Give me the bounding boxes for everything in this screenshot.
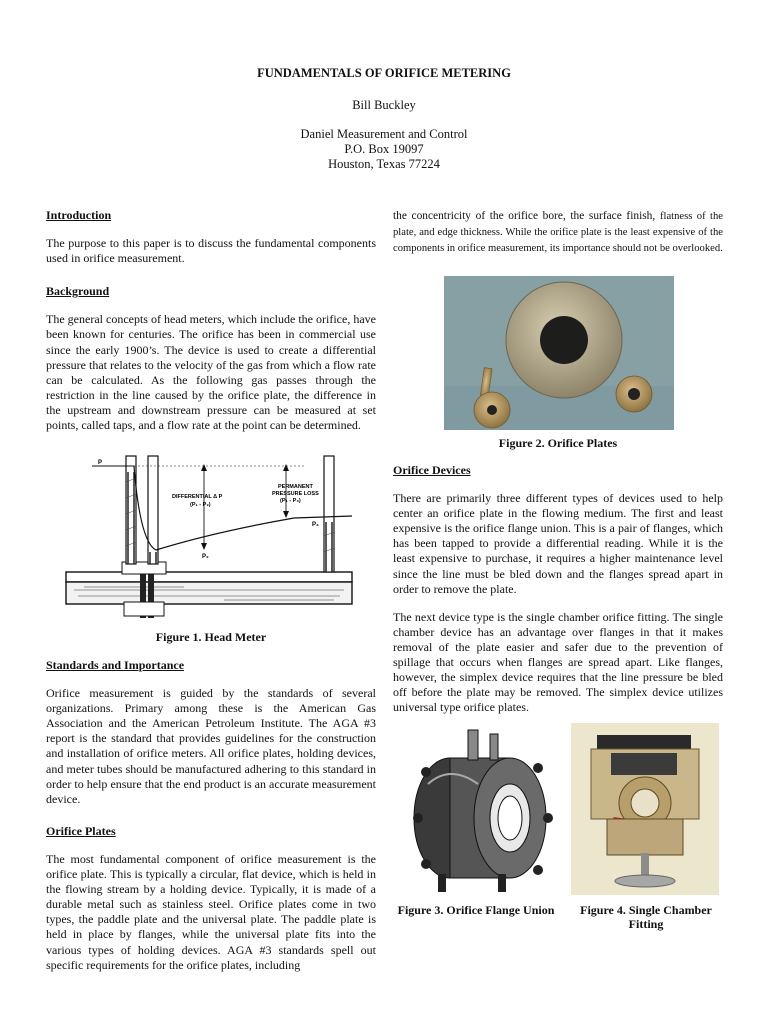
single-chamber-fitting-photo — [571, 723, 719, 895]
orifice-devices-heading: Orifice Devices — [393, 463, 471, 477]
label-pressure-loss: PRESSURE LOSS — [272, 491, 319, 497]
orifice-plates-continued — [393, 208, 723, 255]
orifice-plates-body: The most fundamental component of orifice measurement is the orifice plate. This is typically a circular, flat device, which is held in the flowing stream by a holding device. Typically, it is made of a durable metal such as stainless steel. Orifice plates come in two types, the paddle plate and the universal plate. The paddle plate is held in place by flanges, while the universal plate fits into the various types of holding devices. AGA #3 standards spell out specific requirements for the orifice plates, including — [46, 851, 376, 972]
affiliation-line-2: P.O. Box 19097 — [344, 142, 424, 156]
orifice-devices-body-2: The next device type is the single chamber orifice fitting. The single chamber device has an advantage over flanges in that it makes removal of the plate easier and safer due to the prevention of spillage that occurs when flanges are spread apart. Like flanges, however, the simplex device requires that the line pressure be bled off before the plate may be removed. The simplex device utilizes universal type orifice plates. — [393, 609, 723, 715]
figure-3-caption: Figure 3. Orifice Flange Union — [397, 903, 555, 917]
figure-1-caption: Figure 1. Head Meter — [155, 630, 267, 644]
right-column-middle — [393, 463, 723, 715]
left-column-bottom — [46, 658, 376, 973]
orifice-plates-photo — [444, 276, 674, 430]
orifice-plates-continued-a: the concentricity of the orifice bore, the surface finish, — [393, 210, 656, 222]
affiliation-line-1: Daniel Measurement and Control — [300, 127, 468, 141]
flange-union-illustration — [398, 724, 560, 898]
head-meter-figure — [64, 452, 354, 620]
label-differential: DIFFERENTIAL Δ P — [172, 494, 223, 500]
label-p3: P₃ — [312, 522, 319, 528]
right-column-top — [393, 208, 723, 255]
orifice-plates-illustration — [444, 276, 674, 430]
background-body: The general concepts of head meters, which include the orifice, have been known for centuries. The orifice has been in commercial use since the early 1900’s. The device is used to create a differential pressure that relates to the velocity of the gas from which a flow rate can be calculated. As the following gas passes through the restriction in the line caused by the orifice plate, the difference in the upstream and downstream pressure can be measured at set points, called taps, and a flow rate at the point can be determined. — [46, 312, 376, 433]
orifice-plates-heading: Orifice Plates — [46, 823, 116, 838]
label-permanent: PERMANENT — [278, 484, 313, 490]
head-meter-diagram — [64, 452, 354, 620]
single-chamber-illustration — [571, 723, 719, 895]
orifice-flange-union-photo — [398, 724, 560, 898]
paper-title: FUNDAMENTALS OF ORIFICE METERING — [257, 66, 511, 80]
background-heading: Background — [46, 284, 110, 299]
figure-4-caption-line-2: Fitting — [628, 917, 664, 931]
label-p2: P₂ — [202, 554, 209, 560]
author-name: Bill Buckley — [352, 98, 416, 112]
figure-4-caption-line-1: Figure 4. Single Chamber — [580, 903, 712, 917]
standards-heading: Standards and Importance — [46, 658, 185, 672]
label-p1: P — [98, 460, 103, 466]
label-permanent-sub: (P₁ - P₃) — [280, 498, 301, 504]
introduction-body: The purpose to this paper is to discuss the fundamental components used in orifice measurement. — [46, 236, 376, 266]
affiliation-line-3: Houston, Texas 77224 — [328, 157, 440, 171]
figure-2-caption: Figure 2. Orifice Plates — [498, 436, 618, 450]
orifice-plates-continued-b: flatness of the plate, and edge thickness. While the orifice plate is the least expensive of the components in orifice measurement, its importance should not be overlooked. — [393, 211, 723, 254]
orifice-devices-body-1: There are primarily three different types of devices used to help center an orifice plate in the flowing medium. The first and least expensive is the orifice flange union. This is a pair of flanges, which has been tapped to provide a differential reading. While it is the least expensive to purchase, it requires a higher maintenance level since the line must be bled down and the flanges spread apart in order to remove the plate. — [393, 491, 723, 596]
standards-body: Orifice measurement is guided by the standards of several organizations. Primary among these is the American Gas Association and the American Petroleum Institute. The AGA #3 report is the standard that provides guidelines for the construction and installation of orifice meters. All orifice plates, holding devices, and meter tubes should be manufactured adhering to this standard in order to help ensure that the end product is an accurate measurement device. — [46, 686, 376, 806]
left-column-top — [46, 208, 376, 433]
introduction-heading: Introduction — [46, 208, 112, 222]
figure-4-caption — [571, 903, 721, 931]
label-differential-sub: (P₁ - P₂) — [190, 502, 211, 508]
